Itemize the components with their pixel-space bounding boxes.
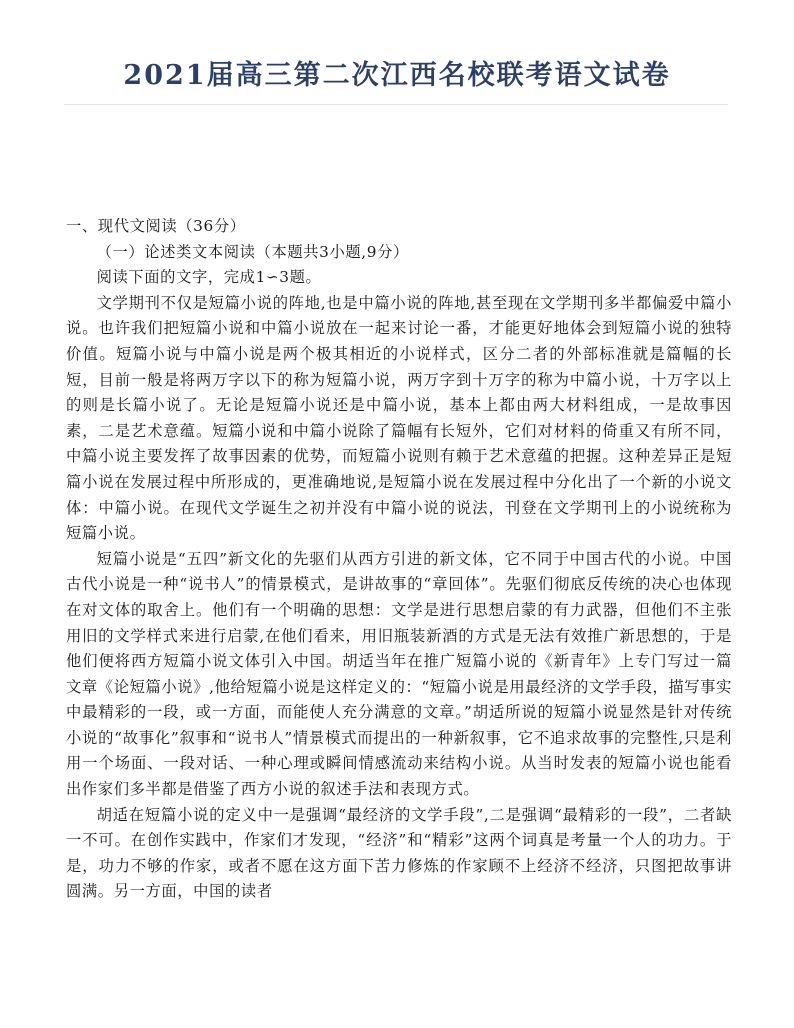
document-title: 2021届高三第二次江西名校联考语文试卷 [123,60,671,91]
body-paragraph: 短篇小说是“五四”新文化的先驱们从西方引进的新文体，它不同于中国古代的小说。中国古代小说是一种“说书人”的情景模式，是讲故事的“章回体”。先驱们彻底反传统的决心也体现在对文体的取舍上。他们有一个明确的思想：文学是进行思想启蒙的有力武器，但他们不主张用旧的文学样式来进行启蒙,在他们看来，用旧瓶装新酒的方式是无法有效推广新思想的，于是他们便将西方短篇小说文体引入中国。胡适当年在推广短篇小说的《新青年》上专门写过一篇文章《论短篇小说》,他给短篇小说是这样定义的：“短篇小说是用最经济的文学手段，描写事实中最精彩的一段，或一方面，而能使人充分满意的文章。”胡适所说的短篇小说显然是针对传统小说的“故事化”叙事和“说书人”情景模式而提出的一种新叙事，它不追求故事的完整性,只是利用一个场面、一段对话、一种心理或瞬间情感流动来结构小说。从当时发表的短篇小说也能看出作家们多半都是借鉴了西方小说的叙述手法和表现方式。 [66,549,732,799]
body-paragraph: 胡适在短篇小说的定义中一是强调“最经济的文学手段”,二是强调“最精彩的一段”，二者缺一不可。在创作实践中，作家们才发现，“经济”和“精彩”这两个词真是考量一个人的功力。于是，功力不够的作家，或者不愿在这方面下苦力修炼的作家顾不上经济不经济，只图把故事讲圆满。另一方面，中国的读者 [66,805,732,901]
section-heading: 一、现代文阅读（36分） [66,217,246,235]
subsection-heading: （一）论述类文本阅读（本题共3小题,9分） [96,242,409,261]
title-divider [64,104,728,105]
reading-instruction: 阅读下面的文字，完成1∽3题。 [96,268,322,287]
body-paragraph: 文学期刊不仅是短篇小说的阵地,也是中篇小说的阵地,甚至现在文学期刊多半都偏爱中篇小说。也许我们把短篇小说和中篇小说放在一起来讨论一番，才能更好地体会到短篇小说的独特价值。短篇小说与中篇小说是两个极其相近的小说样式，区分二者的外部标准就是篇幅的长短，目前一般是将两万字以下的称为短篇小说，两万字到十万字的称为中篇小说，十万字以上的则是长篇小说了。无论是短篇小说还是中篇小说，基本上都由两大材料组成，一是故事因素，二是艺术意蕴。短篇小说和中篇小说除了篇幅有长短外，它们对材料的倚重又有所不同，中篇小说主要发挥了故事因素的优势，而短篇小说则有赖于艺术意蕴的把握。这种差异正是短篇小说在发展过程中所形成的，更准确地说,是短篇小说在发展过程中分化出了一个新的小说文体：中篇小说。在现代文学诞生之初并没有中篇小说的说法，刊登在文学期刊上的小说统称为短篇小说。 [66,293,732,543]
document-body [66,214,732,905]
